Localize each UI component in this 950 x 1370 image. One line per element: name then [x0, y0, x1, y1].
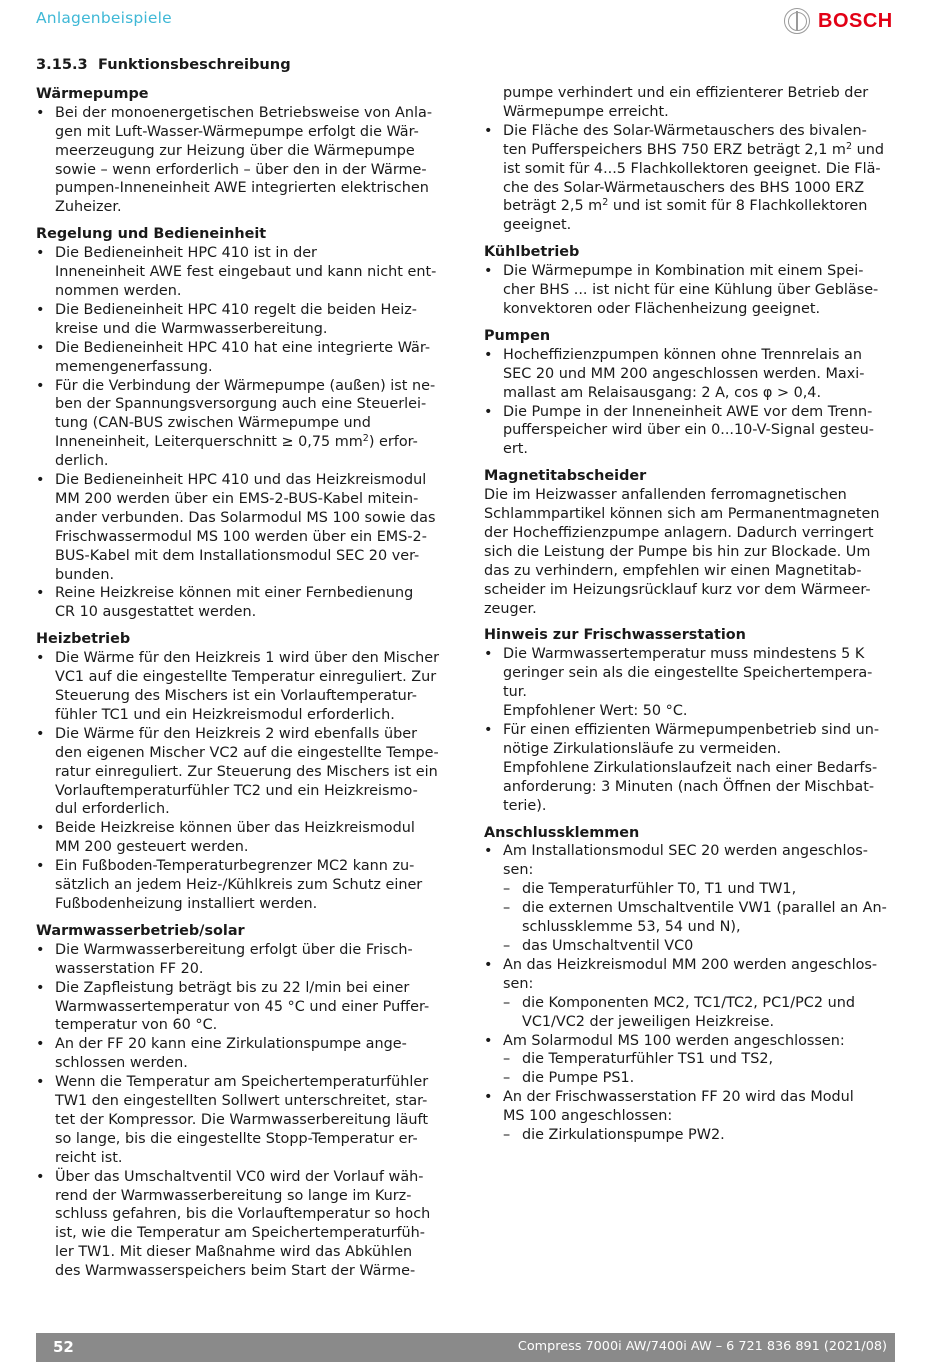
- text-line: BUS-Kabel mit dem Installationsmodul SEC 20 ver-: [55, 547, 420, 564]
- heading-warmwasser: Warmwasserbetrieb/solar: [36, 922, 245, 939]
- text-line: sen:: [503, 975, 534, 992]
- text-line: ten Pufferspeichers BHS 750 ERZ beträgt 2,1 $m^2$ und: [503, 140, 884, 158]
- text-line: MM 200 werden über ein EMS-2-BUS-Kabel mitein-: [55, 490, 419, 507]
- text-line: sätzlich an jedem Heiz-/Kühlkreis zum Schutz einer: [55, 877, 423, 894]
- section-title: Funktionsbeschreibung: [98, 56, 291, 73]
- text-line: sen:: [503, 862, 534, 879]
- list-item: [484, 645, 896, 721]
- text-line: Inneneinheit AWE fest eingebaut und kann nicht ent-: [55, 264, 437, 281]
- text-line: • Beide Heizkreise können über das Heizkreismodul: [55, 820, 415, 837]
- text-line: Empfohlener Wert: 50 °C.: [503, 703, 688, 720]
- text-line: geeignet.: [503, 217, 572, 234]
- left-column: [36, 56, 448, 1281]
- list-item: [484, 956, 896, 1032]
- text-line: • Für einen effizienten Wärmepumpenbetrieb sind un-: [503, 722, 880, 738]
- list-item: [484, 346, 896, 403]
- text-line: meerzeugung zur Heizung über die Wärmepumpe: [55, 142, 415, 159]
- text-line: nommen werden.: [55, 282, 182, 299]
- list-item: [36, 819, 448, 857]
- text-line: VC1/VC2 der jeweiligen Heizkreise.: [522, 1013, 775, 1030]
- list-item: [36, 979, 448, 1036]
- heading-pumpen: Pumpen: [484, 327, 551, 344]
- sub-list-item: [503, 1069, 896, 1088]
- list-item: [36, 1168, 448, 1281]
- text-line: MM 200 gesteuert werden.: [55, 839, 249, 856]
- page-footer: [36, 1333, 895, 1362]
- heading-regelung: Regelung und Bedieneinheit: [36, 226, 267, 243]
- section-heading: [36, 56, 448, 75]
- text-line: • Die Wärmepumpe in Kombination mit einem Spei-: [503, 263, 864, 280]
- text-line: reicht ist.: [55, 1149, 123, 1166]
- text-line: terie).: [503, 797, 547, 814]
- sub-list-item: [503, 880, 896, 899]
- text-line: sich die Leistung der Pumpe bis hin zur Blockade. Um: [484, 543, 871, 560]
- list-item: [484, 122, 896, 235]
- list-item: [36, 649, 448, 725]
- text-line: sowie – wenn erforderlich – über den in der Wärme-: [55, 161, 427, 178]
- text-line: temperatur von 60 °C.: [55, 1017, 218, 1034]
- text-line: • Am Solarmodul MS 100 werden angeschlossen:: [503, 1032, 845, 1049]
- brand-name: BOSCH: [818, 9, 893, 32]
- text-line: rend der Warmwasserbereitung so lange im Kurz-: [55, 1187, 412, 1204]
- text-line: Fußbodenheizung installiert werden.: [55, 895, 318, 912]
- text-line: • Die Bedieneinheit HPC 410 ist in der: [55, 245, 317, 262]
- heading-anschlussklemmen: Anschlussklemmen: [484, 824, 640, 841]
- text-line: ratur einreguliert. Zur Steuerung des Mischers ist ein: [55, 763, 438, 780]
- text-line: derlich.: [55, 453, 109, 470]
- list-item: [36, 1035, 448, 1073]
- text-line: wasserstation FF 20.: [55, 960, 204, 977]
- text-line: • Hocheffizienzpumpen können ohne Trennrelais an: [503, 346, 862, 363]
- text-line: • Die Zapfleistung beträgt bis zu 22 l/min bei einer: [55, 979, 410, 996]
- brand-logo: [784, 7, 893, 35]
- text-line: Schlammpartikel können sich am Permanentmagneten: [484, 506, 880, 523]
- text-line: mallast am Relaisausgang: 2 A, cos φ > 0,4.: [503, 384, 822, 401]
- text-line: Frischwassermodul MS 100 werden über ein EMS-2-: [55, 528, 427, 545]
- text-line: MS 100 angeschlossen:: [503, 1108, 673, 1125]
- text-line: gen mit Luft-Wasser-Wärmepumpe erfolgt die Wär-: [55, 123, 419, 140]
- text-line: • Reine Heizkreise können mit einer Fernbedienung: [55, 585, 414, 602]
- text-line: kreise und die Warmwasserbereitung.: [55, 320, 328, 337]
- text-line: cher BHS ... ist nicht für eine Kühlung über Gebläse-: [503, 282, 879, 299]
- list-item: [36, 725, 448, 820]
- list-item: [484, 262, 896, 319]
- text-line: – die Zirkulationspumpe PW2.: [522, 1127, 725, 1144]
- text-line: schlussklemme 53, 54 und N),: [522, 919, 741, 936]
- list-item: [36, 104, 448, 217]
- text-line: schluss gefahren, bis die Vorlauftemperatur so hoch: [55, 1206, 431, 1223]
- text-line: • Die Wärme für den Heizkreis 1 wird über den Mischer: [55, 650, 440, 667]
- text-line: TW1 den eingestellten Sollwert unterschreitet, star-: [55, 1093, 428, 1110]
- right-column: [484, 84, 896, 1145]
- text-line: – die externen Umschaltventile VW1 (parallel an An-: [522, 900, 887, 917]
- text-line: VC1 auf die eingestellte Temperatur einreguliert. Zur: [55, 669, 437, 686]
- text-line: der Hocheffizienzpumpe anlagern. Dadurch verringert: [484, 524, 874, 541]
- text-line: scheider im Heizungsrücklauf kurz vor dem Wärmeer-: [484, 581, 871, 598]
- text-line: so lange, bis die eingestellte Stopp-Temperatur er-: [55, 1130, 418, 1147]
- text-line: • Wenn die Temperatur am Speichertemperaturfühler: [55, 1074, 429, 1091]
- text-line: • Die Fläche des Solar-Wärmetauschers des bivalen-: [503, 122, 867, 139]
- text-line: Steuerung des Mischers ist ein Vorlauftemperatur-: [55, 688, 417, 704]
- list-item: [36, 941, 448, 979]
- text-line: pufferspeicher wird über ein 0...10-V-Signal gesteu-: [503, 422, 874, 439]
- text-line: • Die Bedieneinheit HPC 410 hat eine integrierte Wär-: [55, 339, 431, 356]
- sub-list-item: [503, 1126, 896, 1145]
- item-lines: [503, 1088, 896, 1126]
- text-line: konvektoren oder Flächenheizung geeignet.: [503, 300, 821, 317]
- text-line: Warmwassertemperatur von 45 °C und einer Puffer-: [55, 998, 430, 1015]
- text-line: Die im Heizwasser anfallenden ferromagnetischen: [484, 487, 847, 504]
- text-line: des Warmwasserspeichers beim Start der Wärme-: [55, 1263, 416, 1280]
- text-line: ert.: [503, 441, 528, 458]
- text-line: Wärmepumpe erreicht.: [503, 103, 669, 120]
- continued-text: [484, 84, 896, 122]
- text-line: ben der Spannungsversorgung auch eine Steuerlei-: [55, 396, 427, 413]
- text-line: anforderung: 3 Minuten (nach Öffnen der Mischbat-: [503, 778, 875, 795]
- heading-frischwasserstation: Hinweis zur Frischwasserstation: [484, 627, 746, 644]
- text-line: nötige Zirkulationsläufe zu vermeiden.: [503, 740, 782, 757]
- sub-list-item: [503, 994, 896, 1032]
- text-line: • Die Bedieneinheit HPC 410 und das Heizkreismodul: [55, 472, 427, 489]
- text-line: • An das Heizkreismodul MM 200 werden angeschlos-: [503, 956, 878, 973]
- text-line: • Die Warmwasserbereitung erfolgt über die Frisch-: [55, 941, 413, 958]
- text-line: Vorlauftemperaturfühler TC2 und ein Heizkreismo-: [55, 782, 418, 799]
- text-line: Empfohlene Zirkulationslaufzeit nach einer Bedarfs-: [503, 759, 878, 776]
- text-line: beträgt 2,5 $m^2$ und ist somit für 8 Flachkollektoren: [503, 197, 868, 215]
- text-line: ander verbunden. Das Solarmodul MS 100 sowie das: [55, 509, 436, 526]
- item-lines: [503, 842, 896, 880]
- text-line: • Bei der monoenergetischen Betriebsweise von Anla-: [55, 104, 433, 121]
- text-line: pumpen-Inneneinheit AWE integrierten elektrischen: [55, 180, 429, 197]
- item-lines: [503, 1032, 896, 1051]
- text-line: • Die Bedieneinheit HPC 410 regelt die beiden Heiz-: [55, 301, 417, 318]
- text-line: geringer sein als die eingestellte Speichertempera-: [503, 665, 873, 682]
- text-line: • Für die Verbindung der Wärmepumpe (außen) ist ne-: [55, 377, 436, 394]
- sub-list-item: [503, 937, 896, 956]
- text-line: bunden.: [55, 566, 115, 583]
- list-item: [484, 403, 896, 460]
- text-line: pumpe verhindert und ein effizienterer Betrieb der: [503, 85, 869, 101]
- text-line: ist somit für 4...5 Flachkollektoren geeignet. Die Flä-: [503, 160, 881, 177]
- item-lines: [503, 956, 896, 994]
- text-line: • Am Installationsmodul SEC 20 werden angeschlos-: [503, 843, 868, 860]
- list-item: [484, 1032, 896, 1089]
- text-line: fühler TC1 und ein Heizkreismodul erforderlich.: [55, 706, 395, 723]
- heading-heizbetrieb: Heizbetrieb: [36, 631, 131, 648]
- text-line: – die Temperaturfühler TS1 und TS2,: [522, 1051, 774, 1068]
- text-line: tet der Kompressor. Die Warmwasserbereitung läuft: [55, 1111, 428, 1128]
- text-line: SEC 20 und MM 200 angeschlossen werden. Maxi-: [503, 365, 865, 382]
- text-line: – das Umschaltventil VC0: [522, 937, 694, 954]
- text-line: Inneneinheit, Leiterquerschnitt ≥ 0,75 $mm^2$) erfor-: [55, 433, 418, 451]
- paragraph: [484, 486, 896, 618]
- header-section-title: Anlagenbeispiele: [36, 9, 172, 27]
- text-line: – die Pumpe PS1.: [522, 1070, 635, 1087]
- text-line: CR 10 ausgestattet werden.: [55, 604, 257, 621]
- list-item: [36, 244, 448, 301]
- text-line: – die Temperaturfühler T0, T1 und TW1,: [522, 881, 797, 898]
- text-line: ler TW1. Mit dieser Maßnahme wird das Abkühlen: [55, 1244, 413, 1261]
- text-line: den eigenen Mischer VC2 auf die eingestellte Tempe-: [55, 744, 439, 761]
- text-line: schlossen werden.: [55, 1055, 188, 1072]
- item-lines: [55, 377, 448, 434]
- text-line: • Die Wärme für den Heizkreis 2 wird ebenfalls über: [55, 725, 417, 742]
- document-reference: Compress 7000i AW/7400i AW – 6 721 836 891 (2021/08): [517, 1339, 887, 1354]
- text-line: tur.: [503, 684, 527, 701]
- list-item: [36, 471, 448, 584]
- text-line: zeuger.: [484, 600, 537, 617]
- text-line: che des Solar-Wärmetauschers des BHS 1000 ERZ: [503, 179, 865, 196]
- heading-magnetitabscheider: Magnetitabscheider: [484, 468, 647, 485]
- text-line: • Ein Fußboden-Temperaturbegrenzer MC2 kann zu-: [55, 858, 415, 875]
- heading-waermepumpe: Wärmepumpe: [36, 85, 149, 102]
- bosch-armature-icon: [784, 8, 810, 34]
- sub-list-item: [503, 1050, 896, 1069]
- text-line: das zu verhindern, empfehlen wir einen Magnetitab-: [484, 562, 862, 579]
- text-line: – die Komponenten MC2, TC1/TC2, PC1/PC2 und: [522, 994, 855, 1011]
- heading-kuehlbetrieb: Kühlbetrieb: [484, 244, 580, 261]
- page-number: 52: [53, 1338, 74, 1356]
- list-item: [484, 1088, 896, 1145]
- list-item: [36, 1073, 448, 1168]
- text-line: • An der Frischwasserstation FF 20 wird das Modul: [503, 1089, 854, 1106]
- text-line: • Die Warmwassertemperatur muss mindestens 5 K: [503, 646, 865, 663]
- text-line: tung (CAN-BUS zwischen Wärmepumpe und: [55, 415, 371, 432]
- list-item: [36, 584, 448, 622]
- section-number: 3.15.3: [36, 56, 88, 73]
- list-item: [36, 857, 448, 914]
- list-item: [484, 842, 896, 955]
- text-line: • Die Pumpe in der Inneneinheit AWE vor dem Trenn-: [503, 403, 873, 420]
- text-line: memengenerfassung.: [55, 358, 213, 375]
- text-line: Zuheizer.: [55, 199, 122, 216]
- list-item: [484, 721, 896, 816]
- list-item: [36, 377, 448, 472]
- sub-list-item: [503, 899, 896, 937]
- text-line: ist, wie die Temperatur am Speichertemperaturfüh-: [55, 1225, 425, 1242]
- text-line: dul erforderlich.: [55, 801, 170, 818]
- text-line: • An der FF 20 kann eine Zirkulationspumpe ange-: [55, 1036, 407, 1053]
- text-line: • Über das Umschaltventil VC0 wird der Vorlauf wäh-: [55, 1168, 424, 1185]
- list-item: [36, 339, 448, 377]
- list-item: [36, 301, 448, 339]
